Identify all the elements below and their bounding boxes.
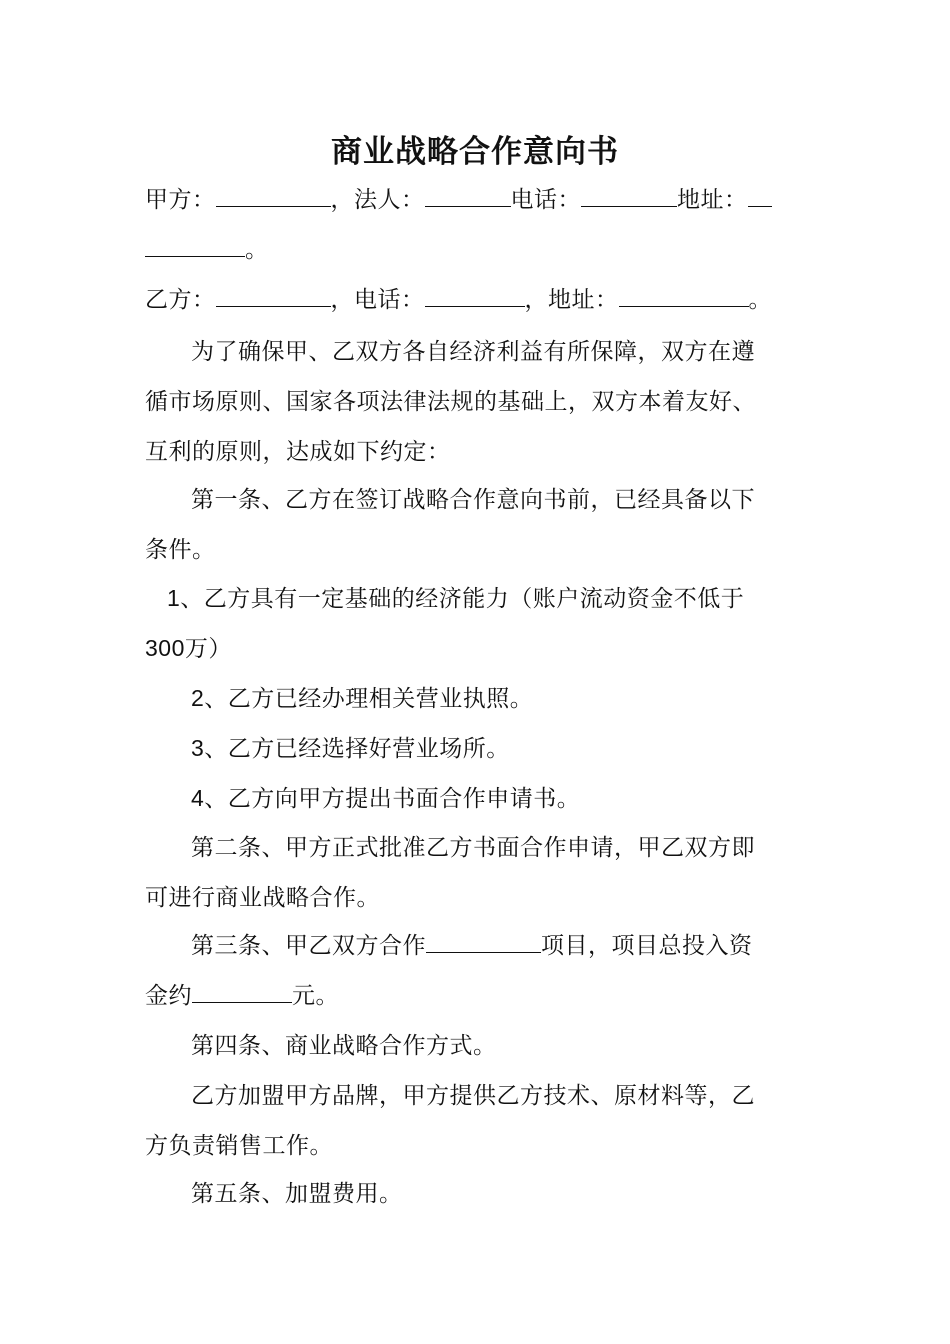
party-b-phone-label: ，电话：	[330, 287, 425, 313]
article-3-line2-suffix: 元。	[292, 983, 339, 1009]
party-a-name-blank	[216, 186, 331, 207]
article-4-body-line-2: 方负责销售工作。	[145, 1133, 333, 1159]
article-3-prefix: 第三条、甲乙双方合作	[191, 933, 426, 959]
party-b-address-label: ，地址：	[524, 287, 619, 313]
party-b-label: 乙方：	[145, 287, 216, 313]
article-2-line-1: 第二条、甲方正式批准乙方书面合作申请，甲乙双方即	[191, 835, 755, 861]
party-a-label: 甲方：	[145, 187, 216, 213]
party-a-address-blank	[748, 186, 772, 207]
intro-line-2: 循市场原则、国家各项法律法规的基础上，双方本着友好、	[145, 389, 756, 415]
condition-4-text: 、乙方向甲方提出书面合作申请书。	[204, 786, 581, 812]
condition-3-num: 3	[191, 735, 205, 761]
article-3-amount-blank	[192, 982, 292, 1003]
party-a-phone-label: 电话：	[510, 187, 581, 213]
article-1-line-2: 条件。	[145, 537, 216, 563]
party-b-end: 。	[748, 287, 772, 313]
party-b-phone-blank	[425, 286, 525, 307]
party-b-name-blank	[216, 286, 331, 307]
party-a-legal-blank	[425, 186, 511, 207]
article-2-line-2: 可进行商业战略合作。	[145, 885, 380, 911]
party-b-line	[145, 280, 772, 320]
document-title: 商业战略合作意向书	[331, 134, 619, 170]
condition-1-text: 、乙方具有一定基础的经济能力（账户流动资金不低于	[180, 586, 745, 612]
article-1-line-1: 第一条、乙方在签订战略合作意向书前，已经具备以下	[191, 487, 755, 513]
condition-1-cont-text: 万）	[184, 636, 232, 662]
party-a-address-label: 地址：	[677, 187, 748, 213]
condition-1-cont	[145, 628, 232, 669]
condition-4	[191, 778, 580, 819]
condition-1-num: 1	[167, 585, 181, 611]
party-a-legal-label: ，法人：	[330, 187, 425, 213]
condition-3-text: 、乙方已经选择好营业场所。	[204, 736, 510, 762]
article-3-line-1	[191, 926, 753, 966]
intro-line-3: 互利的原则，达成如下约定：	[145, 439, 451, 465]
condition-3	[191, 728, 510, 769]
article-4-heading: 第四条、商业战略合作方式。	[191, 1033, 497, 1059]
condition-1-cont-num: 300	[145, 635, 185, 661]
condition-4-num: 4	[191, 785, 205, 811]
condition-2-text: 、乙方已经办理相关营业执照。	[204, 686, 534, 712]
article-5-heading: 第五条、加盟费用。	[191, 1181, 403, 1207]
article-4-body-line-1: 乙方加盟甲方品牌，甲方提供乙方技术、原材料等，乙	[191, 1083, 755, 1109]
party-a-phone-blank	[581, 186, 677, 207]
party-a-address-blank-cont	[145, 236, 245, 257]
article-3-line-2	[145, 976, 339, 1016]
condition-1	[167, 578, 744, 619]
article-3-line2-prefix: 金约	[145, 983, 192, 1009]
party-b-address-blank	[619, 286, 749, 307]
party-a-line-cont	[145, 230, 269, 270]
condition-2	[191, 678, 533, 719]
condition-2-num: 2	[191, 685, 205, 711]
article-3-project-blank	[426, 932, 541, 953]
intro-line-1: 为了确保甲、乙双方各自经济利益有所保障，双方在遵	[191, 339, 755, 365]
party-a-line	[145, 180, 772, 220]
article-3-suffix: 项目，项目总投入资	[541, 933, 753, 959]
party-a-end: 。	[245, 237, 269, 263]
